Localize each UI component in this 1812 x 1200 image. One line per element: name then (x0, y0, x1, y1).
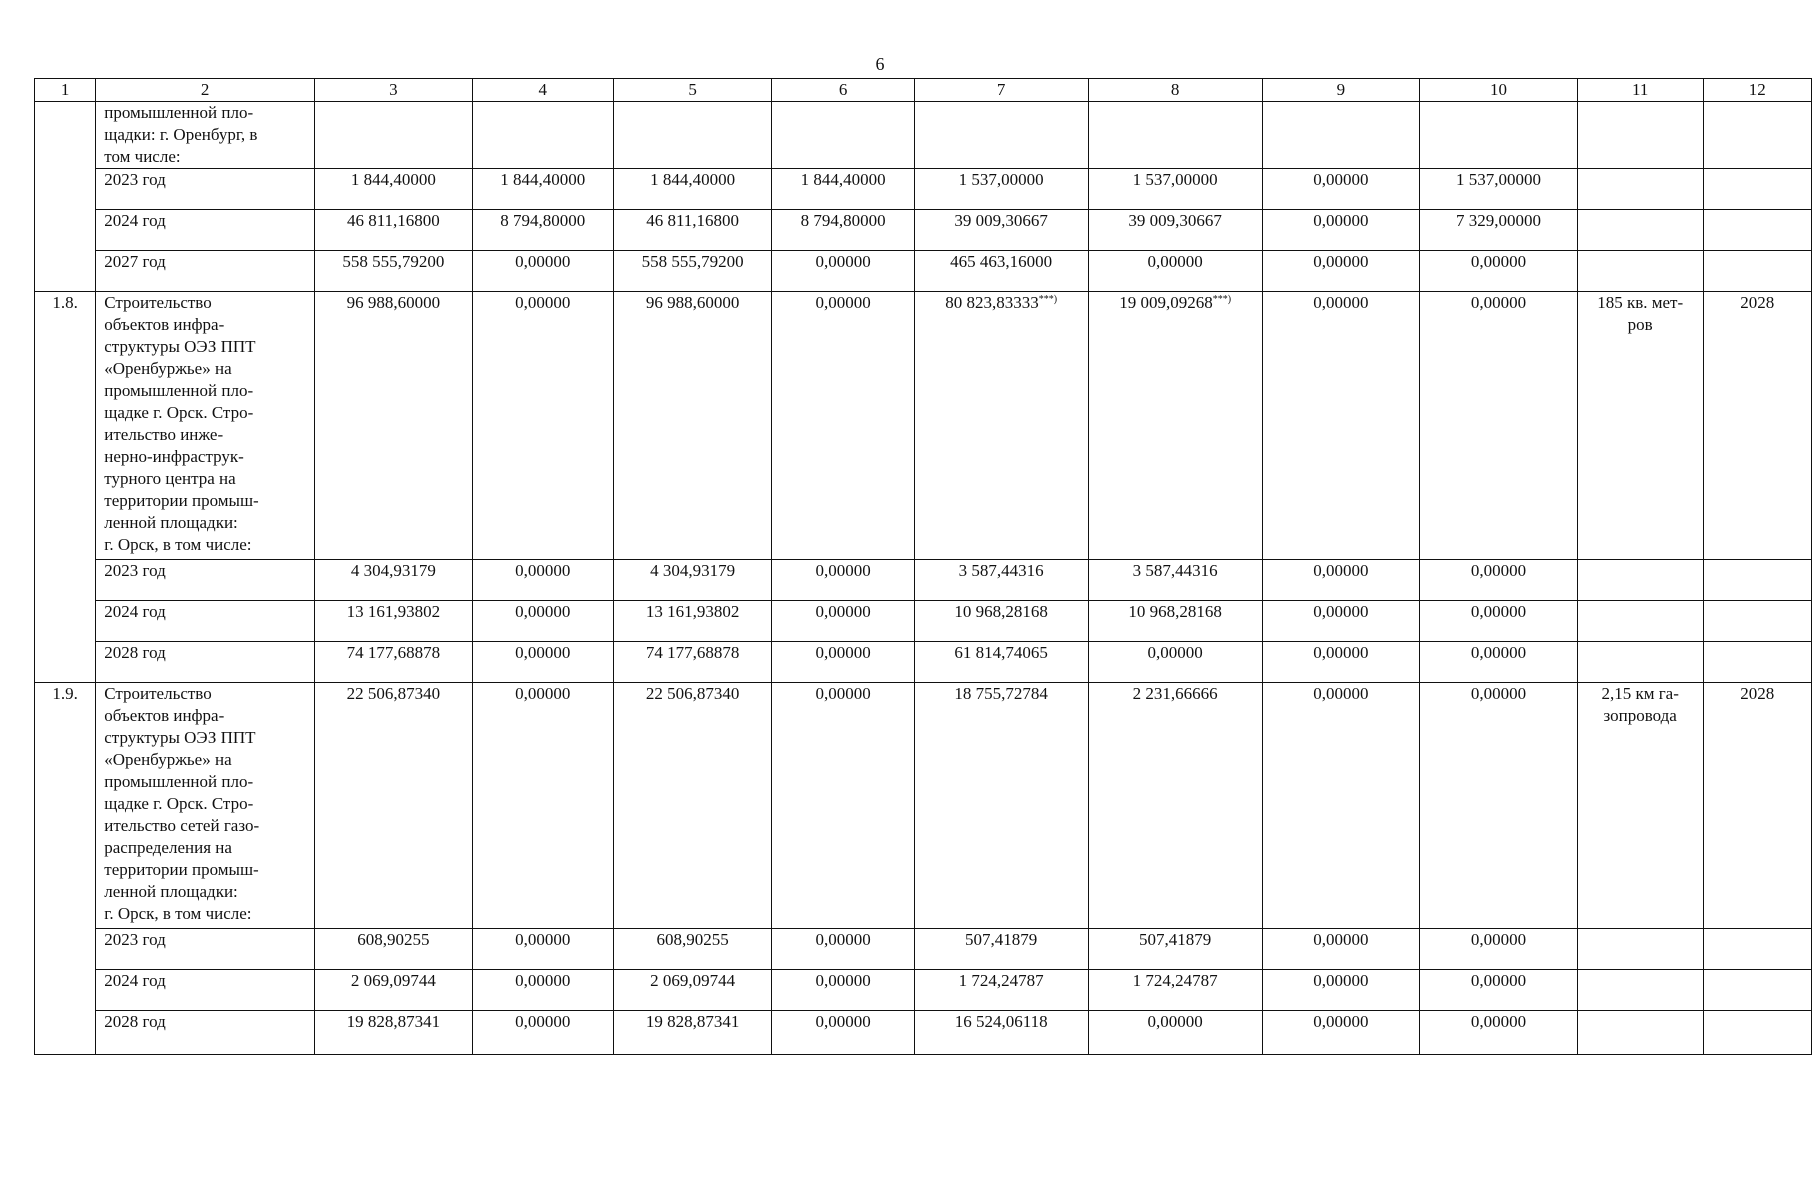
description-line: нерно-инфраструк- (104, 447, 244, 466)
value-cell: 1 724,24787 (1088, 970, 1262, 1011)
value-cell (914, 102, 1088, 169)
value-cell: 0,00000 (772, 642, 914, 683)
value-cell: 10 968,28168 (914, 601, 1088, 642)
description-line: «Оренбуржье» на (104, 750, 232, 769)
result-line: зопровода (1603, 706, 1677, 725)
result-cell (1577, 970, 1703, 1011)
value-cell: 3 587,44316 (914, 560, 1088, 601)
col-header-8: 8 (1088, 79, 1262, 102)
value-cell: 74 177,68878 (613, 642, 772, 683)
description-line: г. Орск, в том числе: (104, 904, 252, 923)
value-cell: 0,00000 (472, 683, 613, 929)
result-cell (1577, 169, 1703, 210)
description-line: территории промыш- (104, 491, 259, 510)
value-cell: 10 968,28168 (1088, 601, 1262, 642)
value-cell: 0,00000 (1262, 970, 1420, 1011)
value-cell: 7 329,00000 (1420, 210, 1578, 251)
description-line: ительство инже- (104, 425, 224, 444)
value-cell (1088, 102, 1262, 169)
value-cell: 13 161,93802 (315, 601, 473, 642)
item-number-cell (35, 102, 96, 169)
year-row (35, 210, 1812, 251)
description-line: объектов инфра- (104, 315, 225, 334)
page-number: 6 (875, 54, 885, 74)
year-end-cell (1703, 642, 1811, 683)
col-header-11: 11 (1577, 79, 1703, 102)
value-cell (1420, 102, 1578, 169)
year-row (35, 970, 1812, 1011)
value-cell: 2 069,09744 (613, 970, 772, 1011)
value-cell: 558 555,79200 (315, 251, 473, 292)
value-cell: 4 304,93179 (613, 560, 772, 601)
value-cell: 0,00000 (1262, 601, 1420, 642)
year-row (35, 169, 1812, 210)
value-cell: 0,00000 (472, 642, 613, 683)
value-cell (613, 102, 772, 169)
value-cell: 0,00000 (1420, 1011, 1578, 1055)
value-cell: 0,00000 (1262, 560, 1420, 601)
value-cell: 0,00000 (1262, 929, 1420, 970)
year-row (35, 251, 1812, 292)
value-cell: 465 463,16000 (914, 251, 1088, 292)
value-cell: 0,00000 (772, 292, 914, 560)
year-end-cell (1703, 929, 1811, 970)
value-cell: 13 161,93802 (613, 601, 772, 642)
item-description-cell (96, 102, 315, 169)
result-cell (1577, 601, 1703, 642)
value-cell: 0,00000 (1420, 292, 1578, 560)
description-line: структуры ОЭЗ ППТ (104, 337, 256, 356)
year-row (35, 560, 1812, 601)
value-cell: 0,00000 (1420, 251, 1578, 292)
description-line: щадке г. Орск. Стро- (104, 794, 254, 813)
item-number-cell: 1.9. (35, 683, 96, 929)
value-cell: 16 524,06118 (914, 1011, 1088, 1055)
description-line: территории промыш- (104, 860, 259, 879)
value-cell (472, 102, 613, 169)
value-cell: 507,41879 (914, 929, 1088, 970)
year-row (35, 642, 1812, 683)
value-cell: 0,00000 (472, 970, 613, 1011)
value-cell: 8 794,80000 (472, 210, 613, 251)
item-number-cell (35, 642, 96, 683)
value-cell: 0,00000 (772, 929, 914, 970)
item-number-cell (35, 210, 96, 251)
year-label: 2027 год (96, 251, 315, 292)
description-line: объектов инфра- (104, 706, 225, 725)
result-cell (1577, 683, 1703, 929)
value-cell: 0,00000 (772, 251, 914, 292)
year-label: 2028 год (96, 642, 315, 683)
value-cell: 39 009,30667 (1088, 210, 1262, 251)
value-cell: 1 537,00000 (1088, 169, 1262, 210)
footnote-mark: ***) (1212, 294, 1232, 305)
value-cell: 22 506,87340 (613, 683, 772, 929)
value-cell: 0,00000 (772, 970, 914, 1011)
value-cell: 46 811,16800 (315, 210, 473, 251)
value-cell (772, 102, 914, 169)
description-line: том числе: (104, 147, 181, 166)
year-row (35, 601, 1812, 642)
value-cell: 74 177,68878 (315, 642, 473, 683)
col-header-1: 1 (35, 79, 96, 102)
col-header-12: 12 (1703, 79, 1811, 102)
description-line: промышленной пло- (104, 772, 254, 791)
value-cell: 0,00000 (772, 560, 914, 601)
description-line: структуры ОЭЗ ППТ (104, 728, 256, 747)
col-header-5: 5 (613, 79, 772, 102)
item-number-cell: 1.8. (35, 292, 96, 560)
value-cell: 1 844,40000 (315, 169, 473, 210)
value-cell: 4 304,93179 (315, 560, 473, 601)
value-cell (1088, 292, 1262, 560)
value-cell: 0,00000 (1262, 292, 1420, 560)
description-line: ительство сетей газо- (104, 816, 260, 835)
value-cell: 507,41879 (1088, 929, 1262, 970)
year-row (35, 1011, 1812, 1055)
year-row (35, 929, 1812, 970)
result-line: ров (1627, 315, 1653, 334)
value-cell: 0,00000 (472, 1011, 613, 1055)
value-cell: 0,00000 (1262, 683, 1420, 929)
value-cell: 1 537,00000 (1420, 169, 1578, 210)
value-cell: 96 988,60000 (315, 292, 473, 560)
year-end-cell (1703, 251, 1811, 292)
year-end-cell (1703, 601, 1811, 642)
result-cell (1577, 292, 1703, 560)
value-cell: 0,00000 (1262, 642, 1420, 683)
description-line: Строительство (104, 293, 212, 312)
value-cell: 96 988,60000 (613, 292, 772, 560)
value-cell (1262, 102, 1420, 169)
year-label: 2023 год (96, 169, 315, 210)
value-cell (315, 102, 473, 169)
value-cell: 608,90255 (613, 929, 772, 970)
year-end-cell (1703, 560, 1811, 601)
value-cell: 61 814,74065 (914, 642, 1088, 683)
year-label: 2023 год (96, 929, 315, 970)
col-header-3: 3 (315, 79, 473, 102)
value-cell: 0,00000 (772, 601, 914, 642)
value-cell: 2 069,09744 (315, 970, 473, 1011)
value-cell: 558 555,79200 (613, 251, 772, 292)
value-cell: 0,00000 (1420, 929, 1578, 970)
value-cell: 1 844,40000 (472, 169, 613, 210)
description-line: щадки: г. Оренбург, в (104, 125, 258, 144)
result-cell (1577, 642, 1703, 683)
result-line: 185 кв. мет- (1597, 293, 1684, 312)
item-number-cell (35, 929, 96, 970)
value-cell: 0,00000 (1420, 601, 1578, 642)
result-cell (1577, 560, 1703, 601)
value-cell: 0,00000 (1088, 1011, 1262, 1055)
year-label: 2024 год (96, 970, 315, 1011)
value-cell: 0,00000 (1262, 169, 1420, 210)
value-cell (914, 292, 1088, 560)
description-line: щадке г. Орск. Стро- (104, 403, 254, 422)
value-cell: 0,00000 (1262, 251, 1420, 292)
value-cell: 0,00000 (472, 601, 613, 642)
value-cell: 19 828,87341 (613, 1011, 772, 1055)
description-line: г. Орск, в том числе: (104, 535, 252, 554)
year-label: 2024 год (96, 601, 315, 642)
value-cell: 608,90255 (315, 929, 473, 970)
value-cell: 1 537,00000 (914, 169, 1088, 210)
year-end-cell (1703, 970, 1811, 1011)
value-cell: 1 844,40000 (772, 169, 914, 210)
value-cell: 0,00000 (1420, 560, 1578, 601)
value-cell: 39 009,30667 (914, 210, 1088, 251)
value-cell: 0,00000 (472, 292, 613, 560)
footnote-mark: ***) (1038, 294, 1058, 305)
year-end-cell (1703, 1011, 1811, 1055)
value-cell: 22 506,87340 (315, 683, 473, 929)
col-header-4: 4 (472, 79, 613, 102)
description-line: Строительство (104, 684, 212, 703)
value-text: 19 009,09268 (1119, 293, 1213, 312)
value-cell: 0,00000 (1262, 210, 1420, 251)
description-line: ленной площадки: (104, 882, 238, 901)
value-cell: 0,00000 (472, 251, 613, 292)
item-number-cell (35, 251, 96, 292)
year-label: 2028 год (96, 1011, 315, 1055)
col-header-6: 6 (772, 79, 914, 102)
item-number-cell (35, 970, 96, 1011)
col-header-10: 10 (1420, 79, 1578, 102)
description-line: ленной площадки: (104, 513, 238, 532)
value-cell: 19 828,87341 (315, 1011, 473, 1055)
value-cell: 0,00000 (772, 1011, 914, 1055)
item-description-cell (96, 683, 315, 929)
item-number-cell (35, 1011, 96, 1055)
year-end-cell: 2028 (1703, 292, 1811, 560)
description-line: промышленной пло- (104, 103, 254, 122)
result-line: 2,15 км га- (1601, 684, 1679, 703)
value-cell: 8 794,80000 (772, 210, 914, 251)
value-cell: 3 587,44316 (1088, 560, 1262, 601)
description-line: «Оренбуржье» на (104, 359, 232, 378)
item-number-cell (35, 560, 96, 601)
column-number-row (35, 79, 1812, 102)
result-cell (1577, 1011, 1703, 1055)
value-text: 80 823,83333 (945, 293, 1039, 312)
value-cell: 0,00000 (1420, 642, 1578, 683)
description-line: турного центра на (104, 469, 236, 488)
value-cell: 0,00000 (472, 929, 613, 970)
item-number-cell (35, 601, 96, 642)
year-label: 2024 год (96, 210, 315, 251)
description-line: распределения на (104, 838, 232, 857)
value-cell: 46 811,16800 (613, 210, 772, 251)
item-number-cell (35, 169, 96, 210)
table-row (35, 102, 1812, 169)
year-end-cell (1703, 169, 1811, 210)
value-cell: 1 844,40000 (613, 169, 772, 210)
col-header-9: 9 (1262, 79, 1420, 102)
col-header-2: 2 (96, 79, 315, 102)
value-cell: 0,00000 (1420, 970, 1578, 1011)
investment-table (34, 78, 1812, 1055)
table-row (35, 292, 1812, 560)
value-cell: 2 231,66666 (1088, 683, 1262, 929)
value-cell: 1 724,24787 (914, 970, 1088, 1011)
result-cell (1577, 102, 1703, 169)
year-label: 2023 год (96, 560, 315, 601)
item-description-cell (96, 292, 315, 560)
result-cell (1577, 929, 1703, 970)
year-end-cell (1703, 102, 1811, 169)
year-end-cell (1703, 210, 1811, 251)
result-cell (1577, 210, 1703, 251)
value-cell: 0,00000 (472, 560, 613, 601)
description-line: промышленной пло- (104, 381, 254, 400)
table-row (35, 683, 1812, 929)
value-cell: 0,00000 (1262, 1011, 1420, 1055)
value-cell: 0,00000 (772, 683, 914, 929)
value-cell: 18 755,72784 (914, 683, 1088, 929)
result-cell (1577, 251, 1703, 292)
value-cell: 0,00000 (1088, 642, 1262, 683)
value-cell: 0,00000 (1088, 251, 1262, 292)
col-header-7: 7 (914, 79, 1088, 102)
value-cell: 0,00000 (1420, 683, 1578, 929)
year-end-cell: 2028 (1703, 683, 1811, 929)
